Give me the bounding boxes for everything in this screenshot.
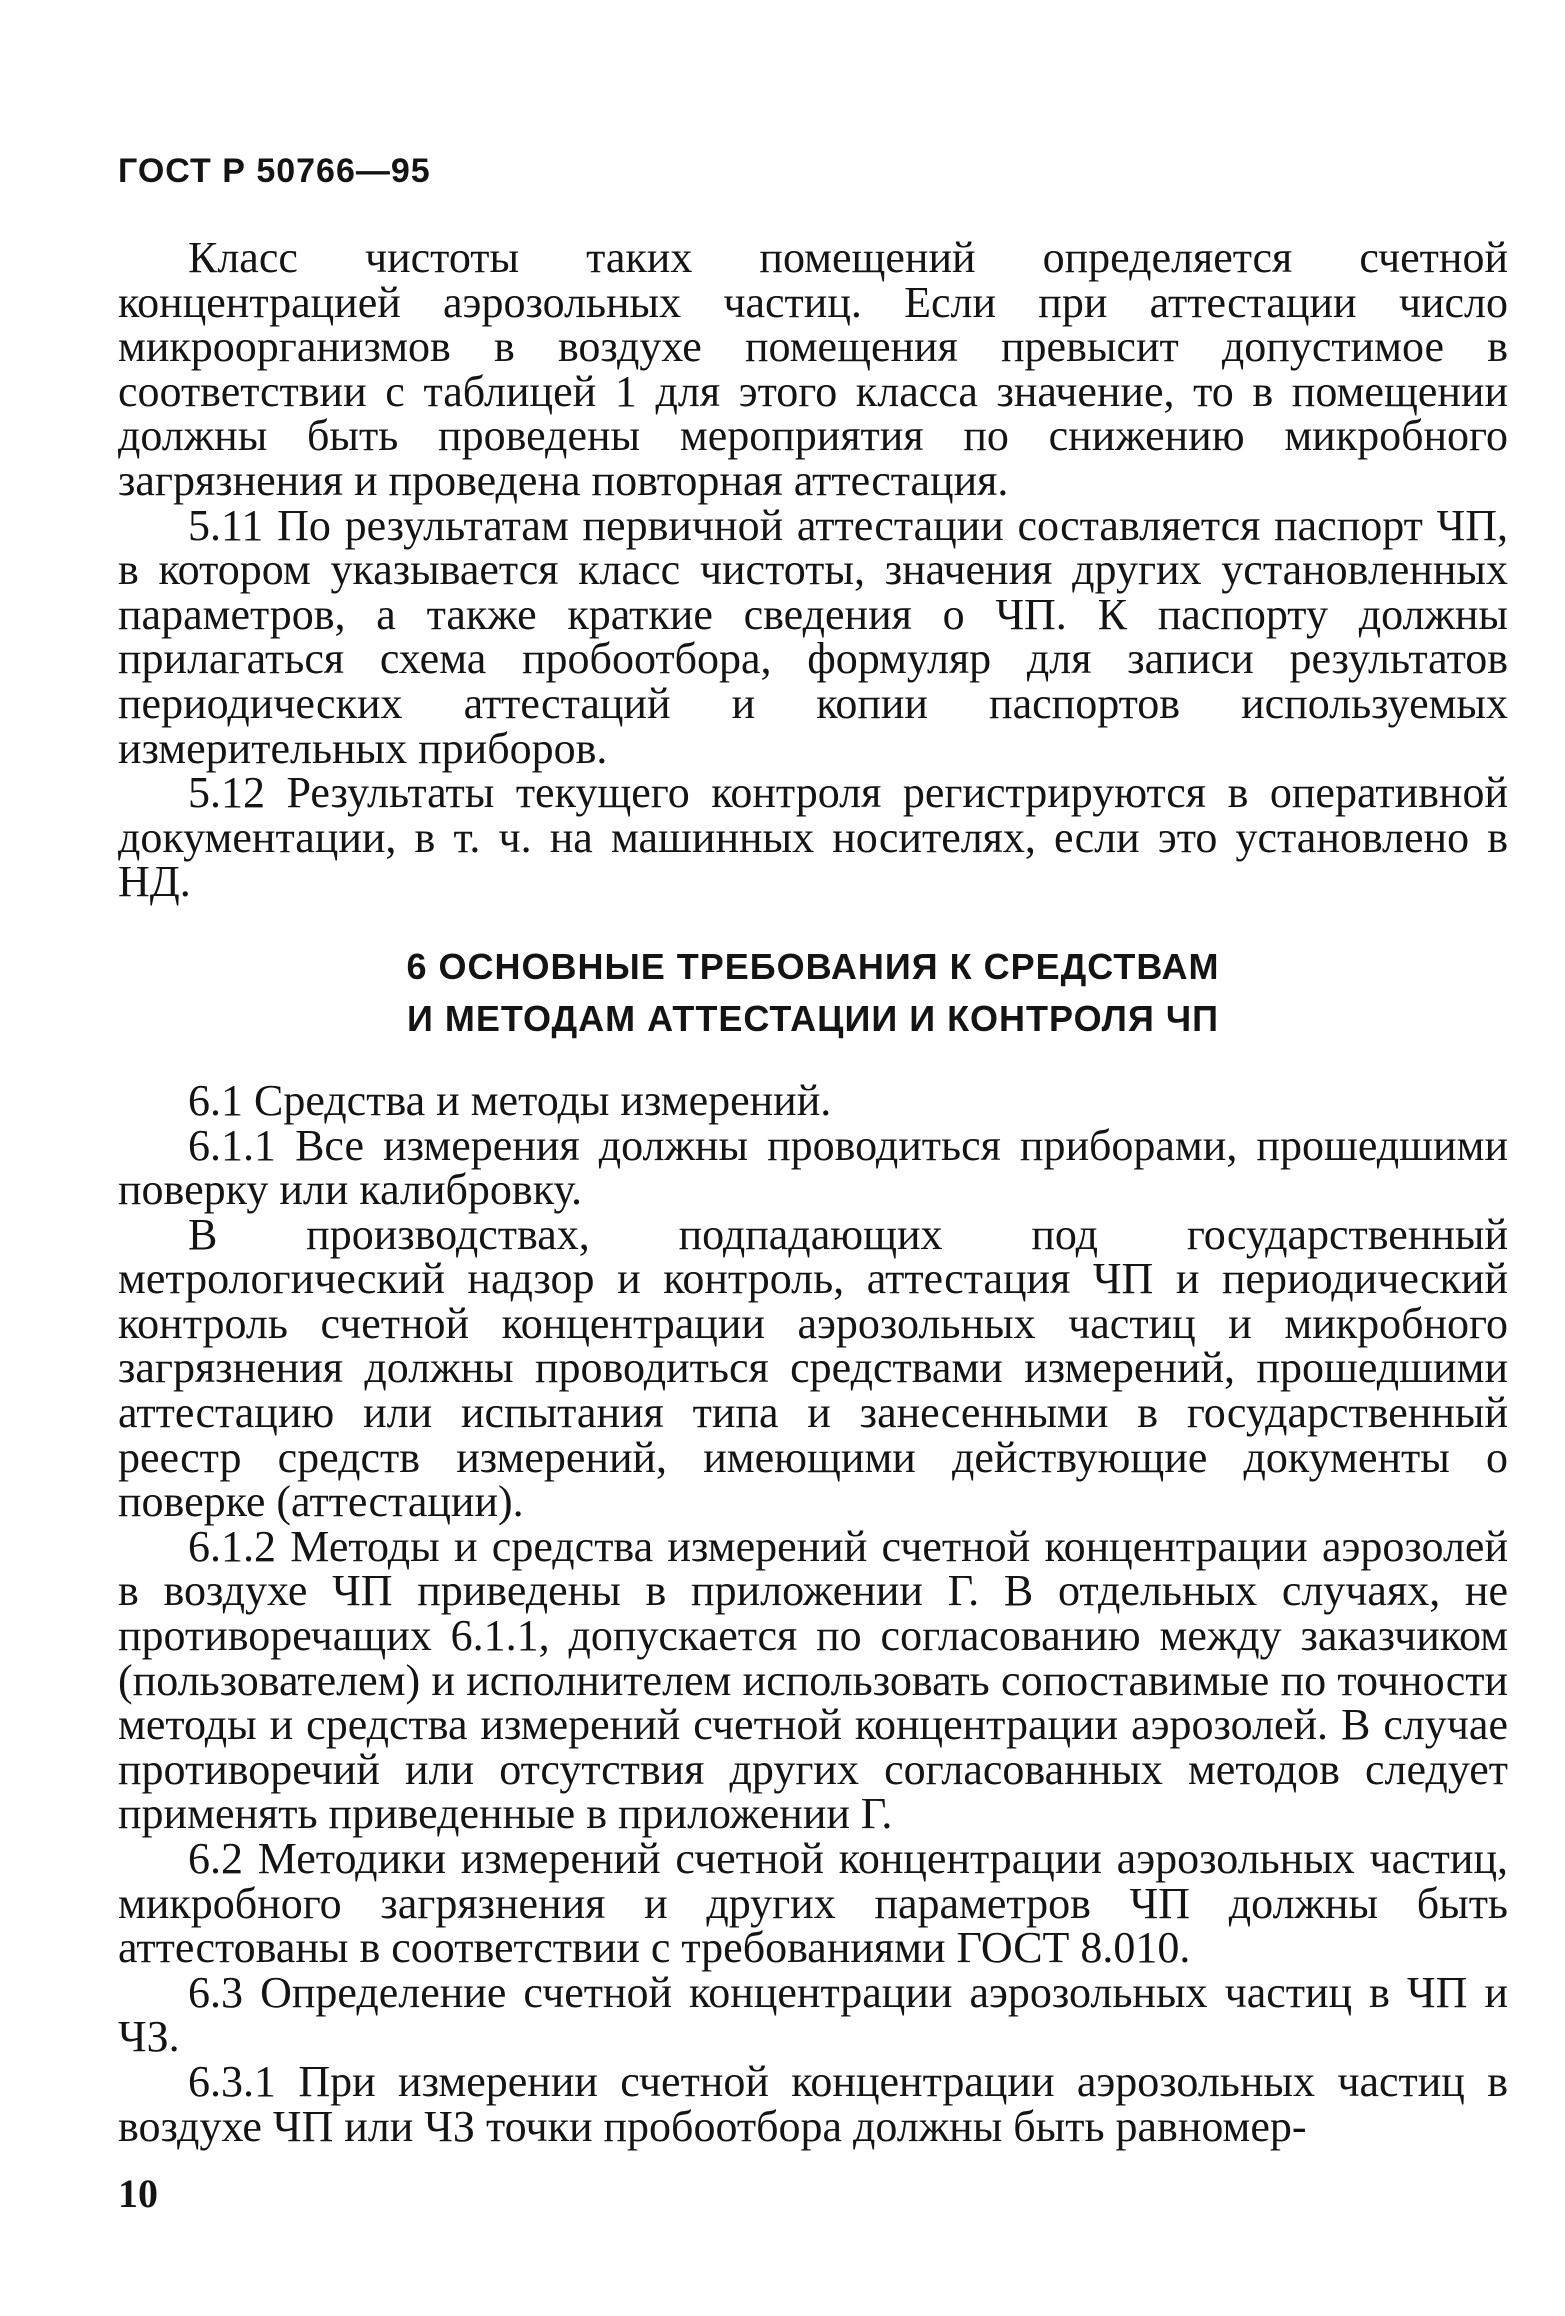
paragraph-6-2: 6.2 Методики измерений счетной концентрации аэрозольных частиц, микробного загрязнения и других параметров ЧП должны быть аттестованы в соответствии с требованиями ГОСТ 8.010. <box>118 1834 1508 1973</box>
paragraph: Класс чистоты таких помещений определяется счетной концентрацией аэрозольных частиц. Если при аттестации число микроорганизмов в воздухе помещения превысит допустимое в соответствии с таблицей 1 для этого класса значение, то в помещении должны быть проведены мероприятия по снижению микробного загрязнения и проведена повторная аттестация. <box>118 233 1508 505</box>
section-heading-line-1: 6 ОСНОВНЫЕ ТРЕБОВАНИЯ К СРЕДСТВАМ <box>406 945 1220 987</box>
document-body <box>118 233 1508 2151</box>
section-heading <box>118 941 1508 1045</box>
paragraph-6-1-2: 6.1.2 Методы и средства измерений счетной концентрации аэрозолей в воздухе ЧП приведены в приложении Г. В отдельных случаях, не противоречащих 6.1.1, допускается по согласованию между заказчиком (пользователем) и исполнителем использовать сопоставимые по точности методы и средства измерений счетной концентрации аэрозолей. В случае противоречий или отсутствия других согласованных методов следует применять приведенные в приложении Г. <box>118 1521 1508 1839</box>
paragraph-6-3-1: 6.3.1 При измерении счетной концентрации аэрозольных частиц в воздухе ЧП или ЧЗ точки пробоотбора должны быть равномер- <box>118 2056 1508 2151</box>
paragraph-5-12: 5.12 Результаты текущего контроля регистрируются в оперативной документации, в т. ч. на машинных носителях, если это установлено в НД. <box>118 768 1508 907</box>
document-header: ГОСТ Р 50766—95 <box>118 152 431 190</box>
paragraph-6-3: 6.3 Определение счетной концентрации аэрозольных частиц в ЧП и ЧЗ. <box>118 1967 1508 2062</box>
section-heading-line-2: И МЕТОДАМ АТТЕСТАЦИИ И КОНТРОЛЯ ЧП <box>407 997 1219 1039</box>
page-number: 10 <box>118 2171 158 2216</box>
paragraph-6-1-1: 6.1.1 Все измерения должны проводиться приборами, прошедшими поверку или калибровку. <box>118 1120 1508 1215</box>
paragraph-6-1: 6.1 Средства и методы измерений. <box>188 1075 832 1125</box>
paragraph-5-11: 5.11 По результатам первичной аттестации составляется паспорт ЧП, в котором указывается класс чистоты, значения других установленных параметров, а также краткие сведения о ЧП. К паспорту должны прилагаться схема пробоотбора, формуляр для записи результатов периодических аттестаций и копии паспортов используемых измерительных приборов. <box>118 500 1508 773</box>
paragraph: В производствах, подпадающих под государственный метрологический надзор и контроль, аттестация ЧП и периодический контроль счетной концентрации аэрозольных частиц и микробного загрязнения должны проводиться средствами измерений, прошедшими аттестацию или испытания типа и занесенными в государственный реестр средств измерений, имеющими действующие документы о поверке (аттестации). <box>118 1209 1508 1527</box>
